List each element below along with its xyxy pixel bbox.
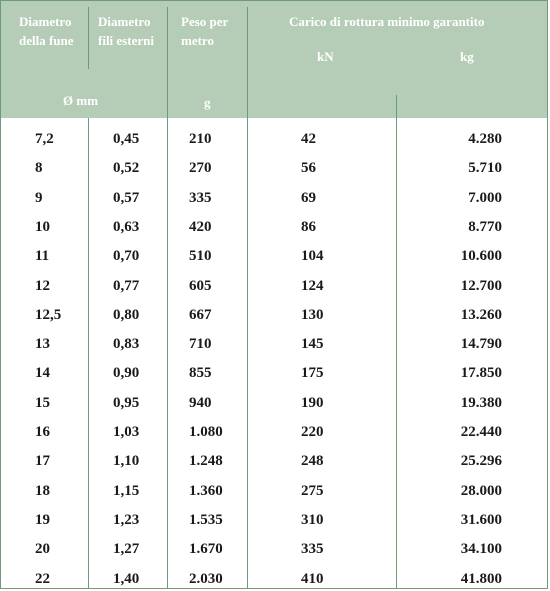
cell-weight-per-metre: 510: [189, 248, 212, 265]
cell-breaking-load-kg: 41.800: [460, 570, 502, 587]
cell-wire-diameter: 1,40: [113, 570, 140, 587]
cell-wire-diameter: 0,80: [113, 306, 140, 323]
cell-breaking-load-kn: 220: [301, 424, 324, 440]
cell-breaking-load-kn: 335: [301, 541, 324, 558]
header-outer-wire-diameter-line1: Diametro: [98, 14, 151, 29]
cell-breaking-load-kg: 25.296: [460, 453, 502, 470]
cell-rope-diameter: 8: [35, 160, 43, 177]
table-row: [1, 565, 547, 590]
cell-rope-diameter: 11: [35, 248, 50, 265]
cell-weight-per-metre: 1.670: [189, 541, 223, 558]
cell-wire-diameter: 0,77: [113, 277, 140, 294]
cell-weight-per-metre: 855: [189, 365, 212, 382]
cell-rope-diameter: 18: [35, 482, 50, 499]
table-row: [1, 125, 547, 154]
cell-rope-diameter: 9: [35, 189, 43, 206]
cell-breaking-load-kg: 5.710: [468, 160, 502, 177]
cell-weight-per-metre: 1.080: [189, 424, 223, 440]
cell-wire-diameter: 1,10: [113, 453, 140, 470]
header-divider: [396, 95, 397, 118]
cell-breaking-load-kg: 4.280: [468, 131, 502, 147]
cell-breaking-load-kg: 8.770: [468, 218, 502, 235]
header-weight-per-metre-line1: Peso per: [181, 14, 229, 29]
cell-rope-diameter: 12: [35, 277, 50, 294]
header-breaking-load: Carico di rottura minimo garantito: [289, 14, 485, 29]
cell-wire-diameter: 1,15: [113, 482, 140, 499]
table-row: [1, 330, 547, 359]
cell-breaking-load-kn: 310: [301, 511, 324, 528]
header-unit-kg: kg: [460, 49, 474, 64]
table-row: [1, 154, 547, 183]
cell-breaking-load-kg: 28.000: [460, 482, 502, 499]
cell-weight-per-metre: 1.360: [189, 482, 223, 499]
cell-weight-per-metre: 420: [189, 218, 212, 235]
header-divider: [88, 7, 89, 69]
cell-breaking-load-kg: 19.380: [460, 394, 502, 411]
cell-wire-diameter: 0,57: [113, 189, 140, 206]
cell-weight-per-metre: 1.248: [189, 453, 223, 470]
cell-breaking-load-kn: 56: [301, 160, 316, 177]
cell-wire-diameter: 0,70: [113, 248, 140, 265]
cell-breaking-load-kn: 42: [301, 131, 316, 147]
cell-wire-diameter: 0,90: [113, 365, 140, 382]
header-weight-per-metre-line2: metro: [181, 33, 214, 48]
cell-wire-diameter: 1,03: [113, 424, 140, 440]
header-outer-wire-diameter-line2: fili esterni: [98, 33, 154, 48]
cell-wire-diameter: 0,52: [113, 160, 140, 177]
cell-wire-diameter: 1,23: [113, 511, 140, 528]
table-row: [1, 242, 547, 271]
table-row: [1, 184, 547, 213]
header-diameter-rope-line2: della fune: [19, 33, 74, 48]
table-row: [1, 418, 547, 447]
cell-rope-diameter: 7,2: [35, 131, 54, 147]
cell-breaking-load-kn: 130: [301, 306, 324, 323]
cell-rope-diameter: 12,5: [35, 306, 62, 323]
table-row: [1, 213, 547, 242]
cell-rope-diameter: 20: [35, 541, 50, 558]
cell-wire-diameter: 0,95: [113, 394, 140, 411]
cell-weight-per-metre: 940: [189, 394, 212, 411]
cell-weight-per-metre: 335: [189, 189, 212, 206]
cell-breaking-load-kn: 275: [301, 482, 324, 499]
table-row: [1, 477, 547, 506]
table-row: [1, 389, 547, 418]
cell-breaking-load-kg: 14.790: [460, 336, 502, 353]
header-divider: [167, 7, 168, 118]
cell-breaking-load-kn: 69: [301, 189, 316, 206]
cell-weight-per-metre: 210: [189, 131, 212, 147]
cell-weight-per-metre: 710: [189, 336, 212, 353]
table-row: [1, 535, 547, 564]
cell-breaking-load-kg: 10.600: [460, 248, 502, 265]
cell-breaking-load-kn: 248: [301, 453, 324, 470]
cell-breaking-load-kg: 7.000: [468, 189, 502, 206]
cell-breaking-load-kg: 17.850: [460, 365, 502, 382]
header-unit-weight: g: [204, 95, 211, 110]
cell-breaking-load-kg: 34.100: [460, 541, 502, 558]
header-unit-kn: kN: [317, 49, 334, 64]
table-body: [1, 118, 547, 588]
table-row: [1, 301, 547, 330]
cell-rope-diameter: 19: [35, 511, 50, 528]
cell-rope-diameter: 22: [35, 570, 50, 587]
cell-breaking-load-kg: 12.700: [460, 277, 502, 294]
cell-rope-diameter: 15: [35, 394, 50, 411]
cell-breaking-load-kn: 145: [301, 336, 324, 353]
cell-breaking-load-kn: 104: [301, 248, 324, 265]
cell-breaking-load-kn: 86: [301, 218, 316, 235]
cell-weight-per-metre: 2.030: [189, 570, 223, 587]
header-divider: [247, 7, 248, 118]
table-row: [1, 447, 547, 476]
cell-breaking-load-kg: 13.260: [460, 306, 502, 323]
cell-breaking-load-kn: 124: [301, 277, 324, 294]
header-diameter-rope-line1: Diametro: [19, 14, 72, 29]
cell-rope-diameter: 17: [35, 453, 50, 470]
cell-wire-diameter: 0,83: [113, 336, 140, 353]
cell-rope-diameter: 14: [35, 365, 50, 382]
cell-weight-per-metre: 1.535: [189, 511, 223, 528]
cell-weight-per-metre: 270: [189, 160, 212, 177]
cell-breaking-load-kn: 175: [301, 365, 324, 382]
table-row: [1, 359, 547, 388]
cell-rope-diameter: 10: [35, 218, 50, 235]
cell-rope-diameter: 13: [35, 336, 50, 353]
cell-breaking-load-kn: 190: [301, 394, 324, 411]
cell-wire-diameter: 0,45: [113, 131, 140, 147]
cell-wire-diameter: 0,63: [113, 218, 140, 235]
cell-weight-per-metre: 605: [189, 277, 212, 294]
cell-rope-diameter: 16: [35, 424, 50, 440]
table-row: [1, 506, 547, 535]
cell-wire-diameter: 1,27: [113, 541, 140, 558]
table-header: [1, 1, 547, 118]
cell-breaking-load-kg: 22.440: [460, 424, 502, 440]
cell-breaking-load-kg: 31.600: [460, 511, 502, 528]
header-unit-diameter: Ø mm: [63, 93, 99, 108]
cell-breaking-load-kn: 410: [301, 570, 324, 587]
cell-weight-per-metre: 667: [189, 306, 212, 323]
table-row: [1, 272, 547, 301]
